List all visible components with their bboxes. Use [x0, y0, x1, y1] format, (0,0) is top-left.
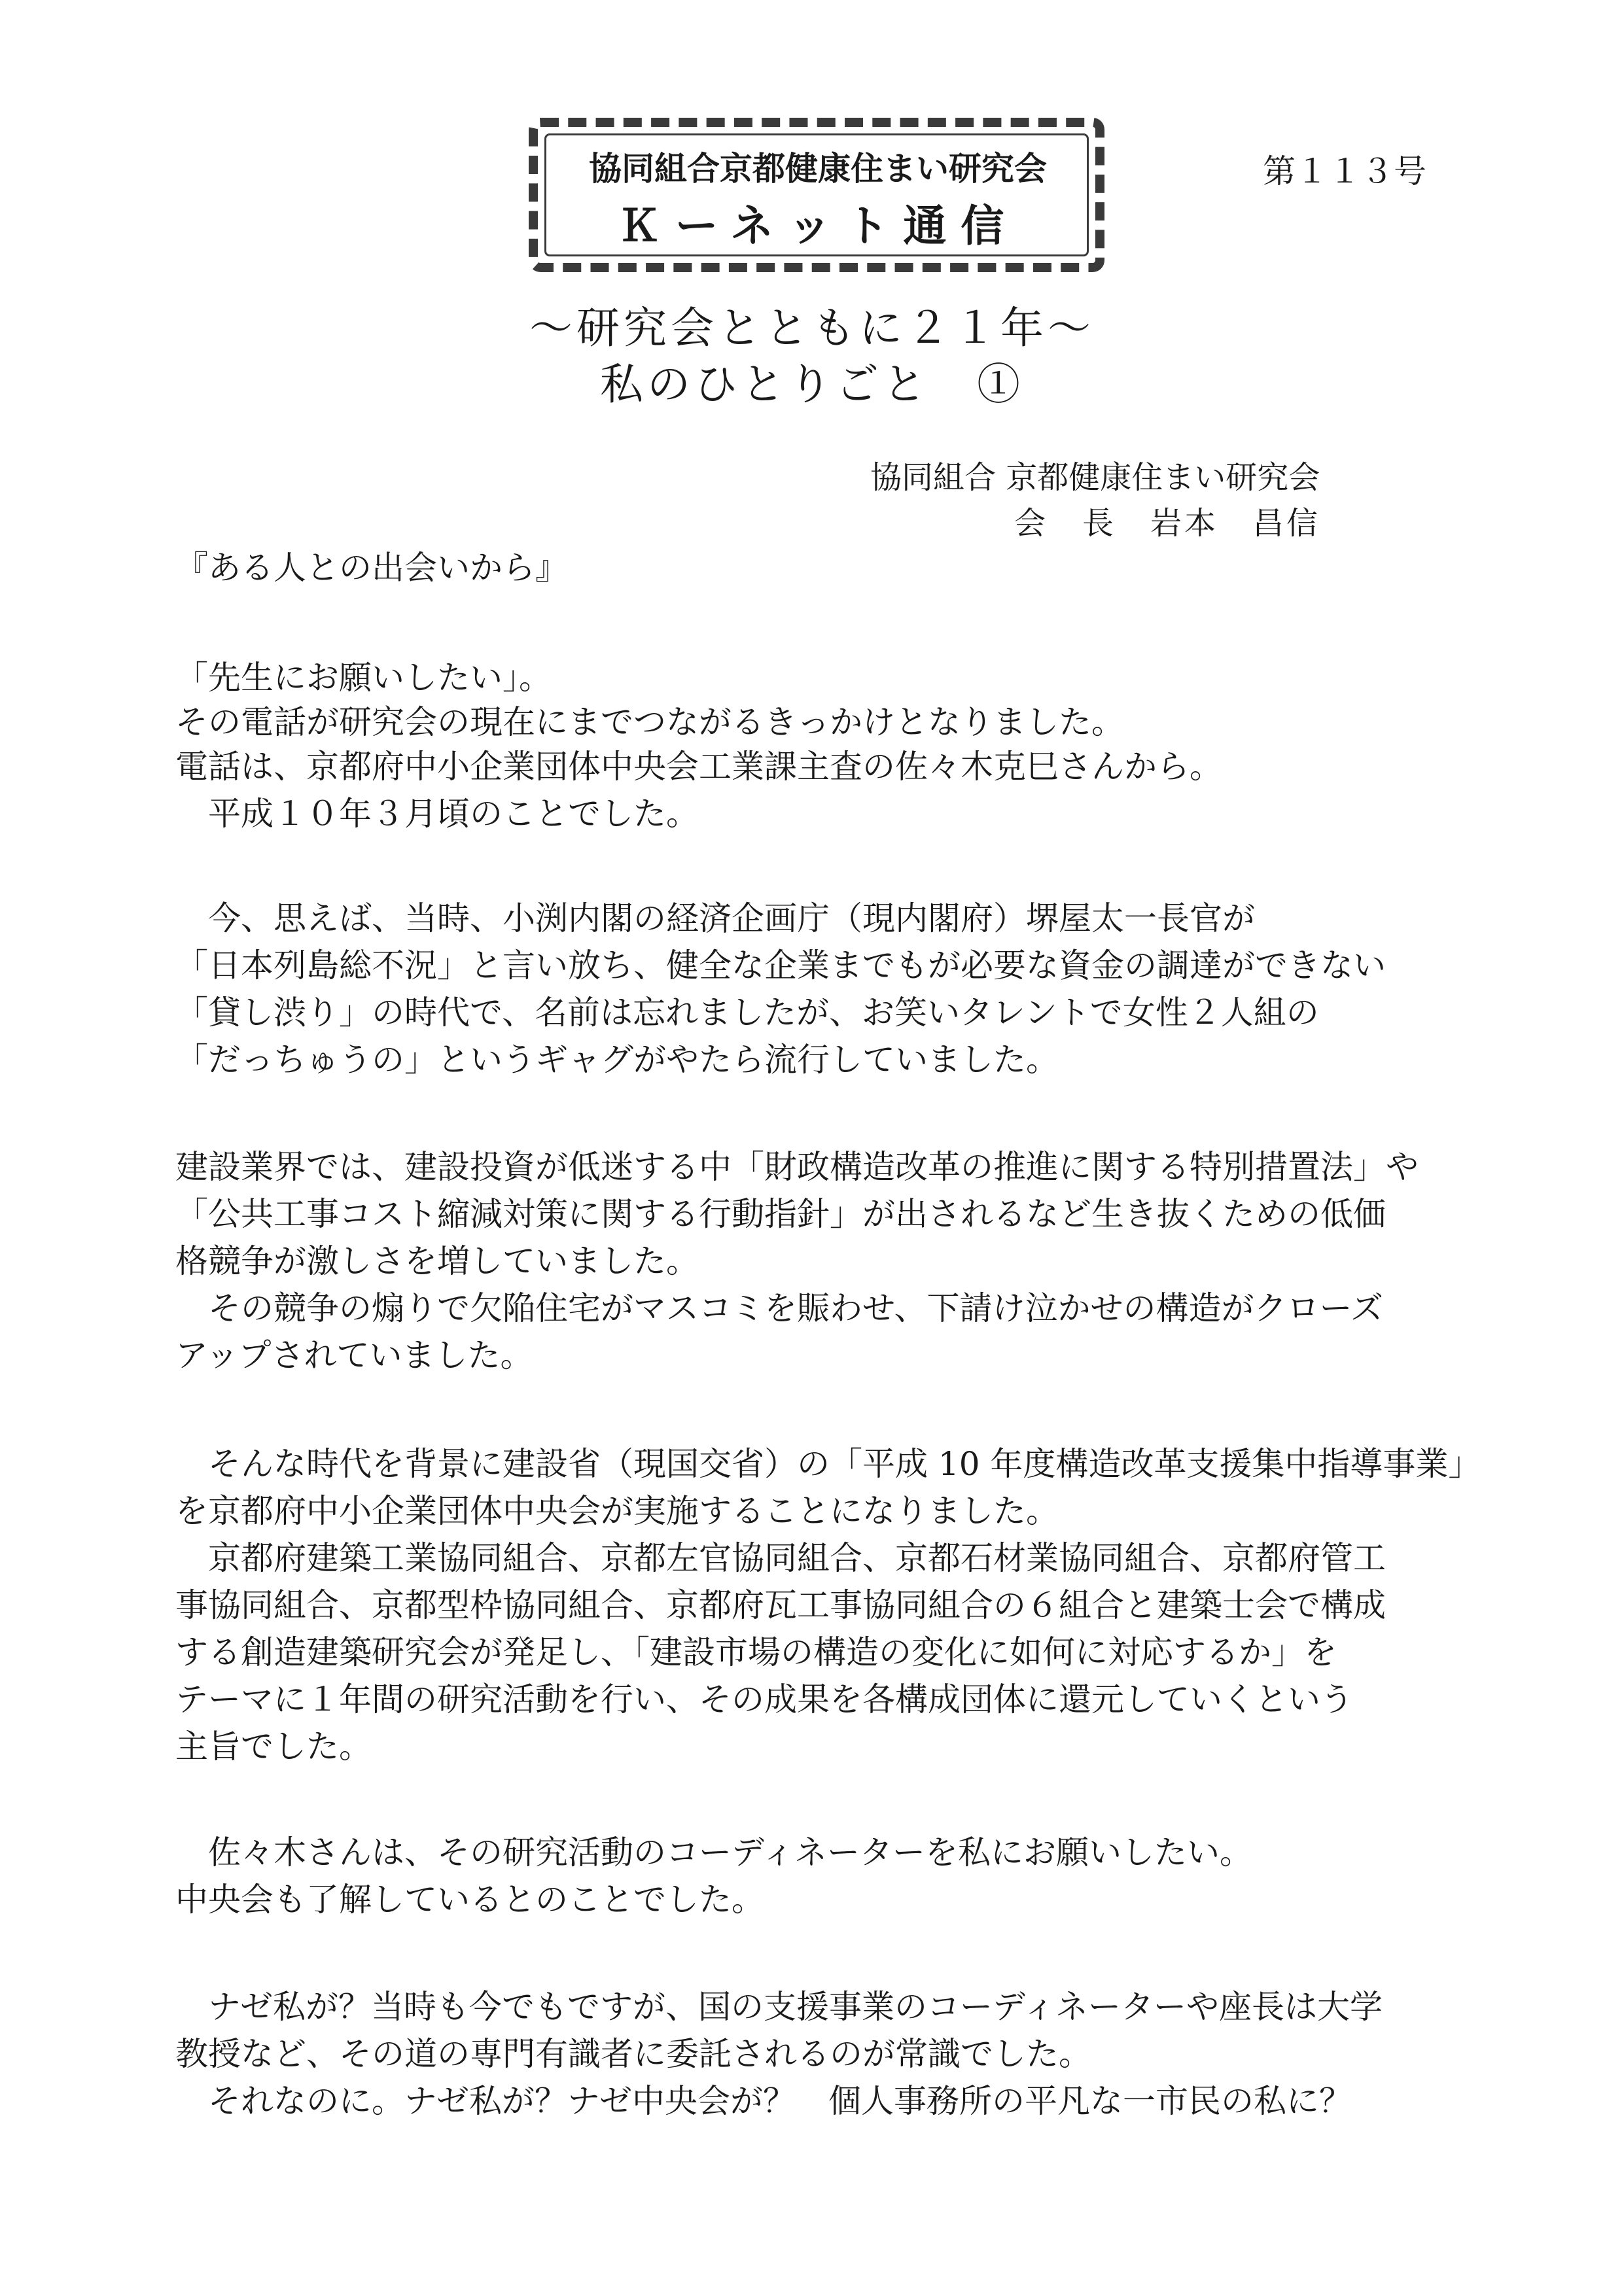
body-line: 「だっちゅうの」というギャグがやたら流行していました。 — [175, 1041, 1059, 1079]
body-line: 電話は、京都府中小企業団体中央会工業課主査の佐々木克巳さんから。 — [175, 748, 1222, 786]
body-line: 「先生にお願いしたい」。 — [175, 659, 552, 697]
body-line: 教授など、その道の専門有識者に委託されるのが常識でした。 — [175, 2035, 1091, 2073]
body-line: 建設業界では、建設投資が低迷する中「財政構造改革の推進に関する特別措置法」や — [175, 1148, 1419, 1186]
article-subtitle: 私のひとりごと ① — [600, 359, 1024, 409]
body-line: 格競争が激しさを増していました。 — [175, 1242, 699, 1280]
body-line: を京都府中小企業団体中央会が実施することになりました。 — [175, 1492, 1059, 1530]
section-heading: 『ある人との出会いから』 — [175, 549, 568, 587]
article-title: ～研究会とともに２１年～ — [529, 303, 1095, 353]
body-line: 平成１０年３月頃のことでした。 — [175, 795, 699, 833]
body-line: アップされていました。 — [175, 1336, 533, 1374]
issue-number: 第１１３号 — [1263, 152, 1426, 190]
body-line: 中央会も了解しているとのことでした。 — [175, 1881, 764, 1919]
body-line: 佐々木さんは、その研究活動のコーディネーターを私にお願いしたい。 — [175, 1834, 1252, 1871]
body-line: 「日本列島総不況」と言い放ち、健全な企業までもが必要な資金の調達ができない — [175, 947, 1386, 984]
author-name: 会 長 岩本 昌信 — [1014, 505, 1321, 542]
body-line: テーマに１年間の研究活動を行い、その成果を各構成団体に還元していくという — [175, 1680, 1353, 1718]
body-line: する創造建築研究会が発足し、「建設市場の構造の変化に如何に対応するか」を — [175, 1633, 1337, 1671]
author-affiliation: 協同組合 京都健康住まい研究会 — [870, 459, 1320, 496]
body-line: 「貸し渋り」の時代で、名前は忘れましたが、お笑いタレントで女性２人組の — [175, 994, 1319, 1032]
body-line: その競争の煽りで欠陥住宅がマスコミを賑わせ、下請け泣かせの構造がクローズ — [175, 1289, 1383, 1327]
body-line: 京都府建築工業協同組合、京都左官協同組合、京都石材業協同組合、京都府管工 — [175, 1539, 1386, 1577]
body-line: 主旨でした。 — [175, 1728, 372, 1765]
body-line: ナゼ私が？当時も今でもですが、国の支援事業のコーディネーターや座長は大学 — [175, 1988, 1383, 2026]
body-line: 今、思えば、当時、小渕内閣の経済企画庁（現内閣府）堺屋太一長官が — [175, 899, 1255, 937]
body-line: それなのに。ナゼ私が？ナゼ中央会が？ 個人事務所の平凡な一市民の私に？ — [175, 2082, 1352, 2120]
body-line: 「公共工事コスト縮減対策に関する行動指針」が出されるなど生き抜くための低価 — [175, 1195, 1386, 1233]
organization-name: 協同組合京都健康住まい研究会 — [589, 150, 1047, 188]
body-line: そんな時代を背景に建設省（現国交省）の「平成 10 年度構造改革支援集中指導事業」 — [175, 1445, 1481, 1483]
newsletter-name: Ｋーネット通信 — [617, 201, 1019, 251]
body-line: その電話が研究会の現在にまでつながるきっかけとなりました。 — [175, 703, 1124, 741]
body-line: 事協同組合、京都型枠協同組合、京都府瓦工事協同組合の６組合と建築士会で構成 — [175, 1586, 1386, 1624]
